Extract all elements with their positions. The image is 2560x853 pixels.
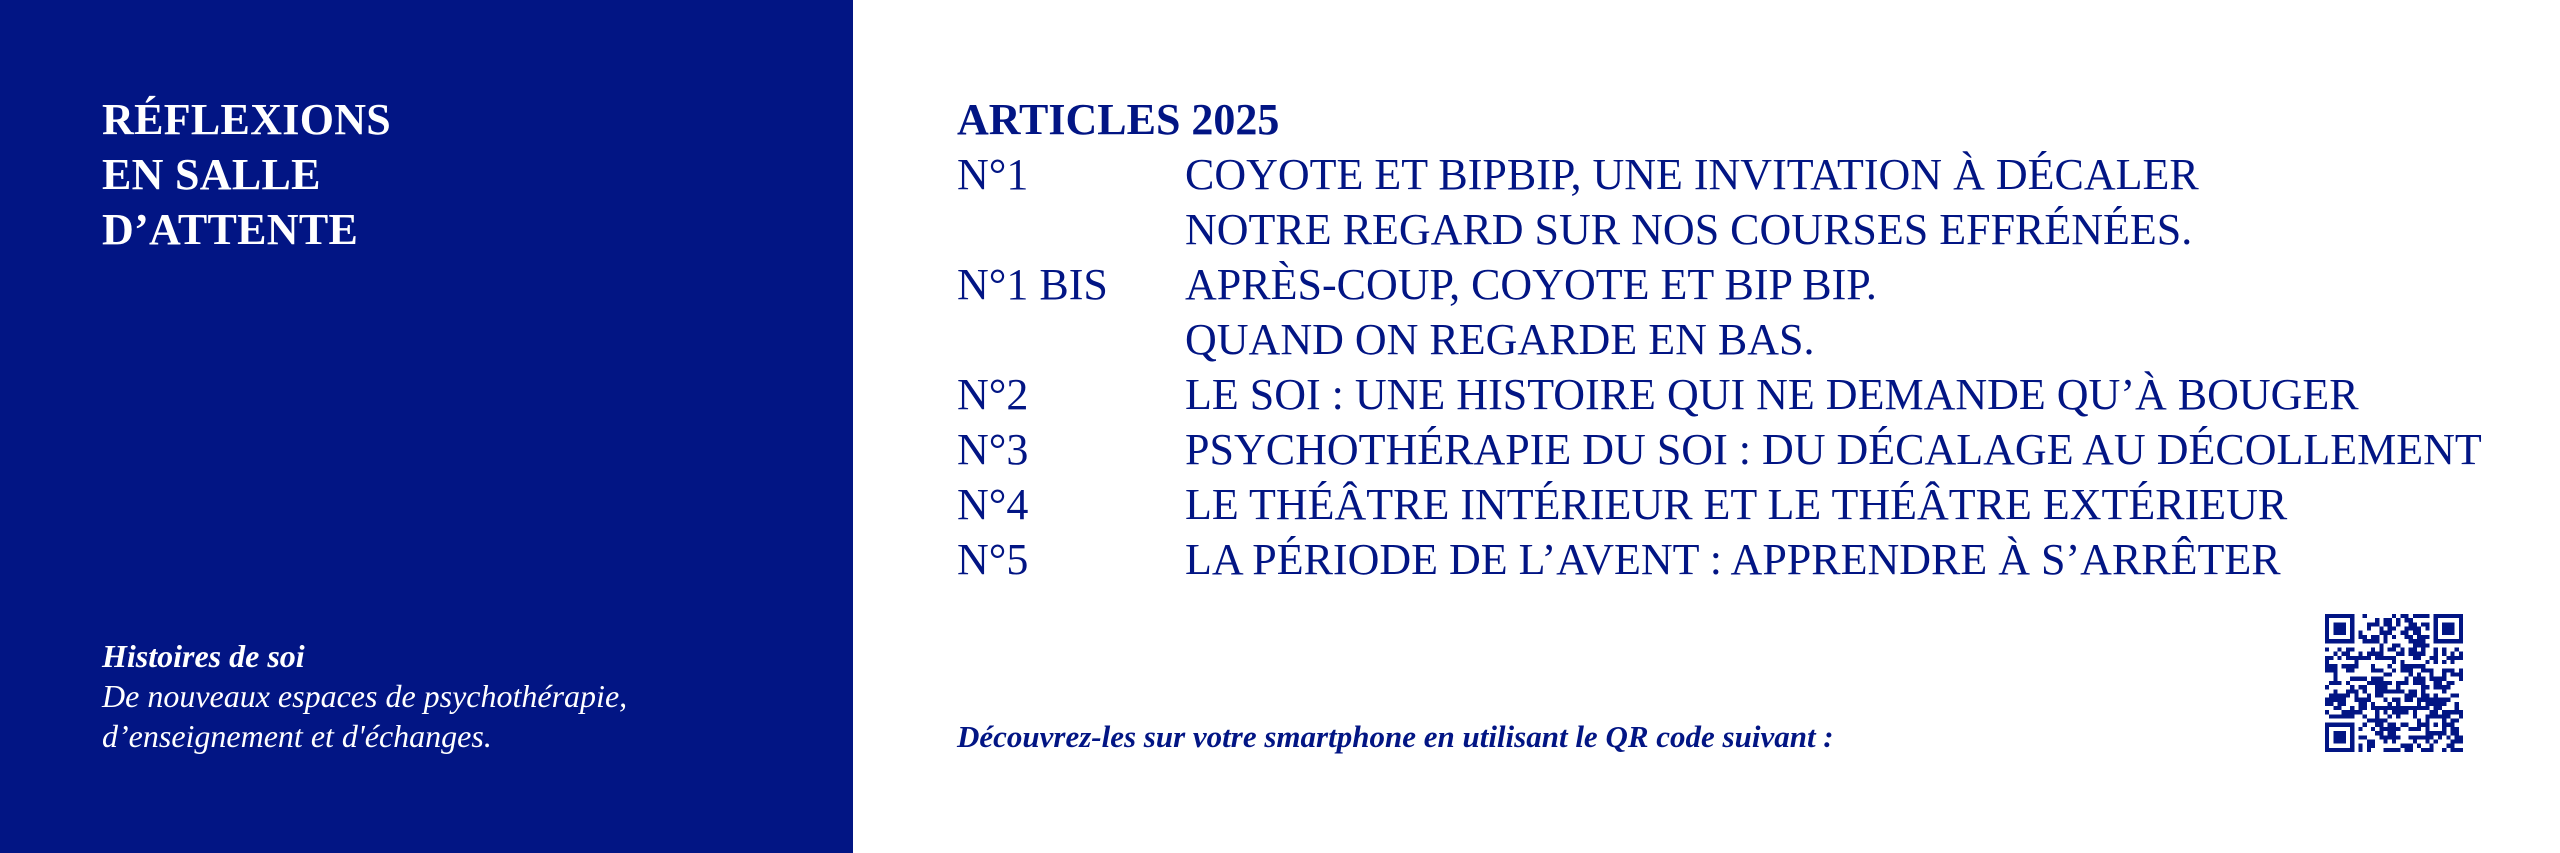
article-title-line: COYOTE ET BIPBIP, UNE INVITATION À DÉCALER	[1185, 150, 2199, 199]
article-title-line: QUAND ON REGARDE EN BAS.	[1185, 315, 1815, 364]
article-item	[957, 257, 2482, 367]
article-title	[1185, 477, 2287, 532]
qr-code-graphic	[2325, 614, 2463, 752]
article-item	[957, 422, 2482, 477]
article-title	[1185, 257, 1877, 367]
left-panel	[0, 0, 853, 853]
article-item	[957, 147, 2482, 257]
article-title-line: APRÈS-COUP, COYOTE ET BIP BIP.	[1185, 260, 1877, 309]
tagline-heading: Histoires de soi	[102, 638, 305, 674]
article-title-line: NOTRE REGARD SUR NOS COURSES EFFRÉNÉES.	[1185, 205, 2193, 254]
qr-call-to-action: Découvrez-les sur votre smartphone en utilisant le QR code suivant :	[957, 719, 1834, 754]
series-title-line: EN SALLE	[102, 150, 321, 199]
tagline	[102, 636, 627, 756]
article-item	[957, 532, 2482, 587]
article-number: N°1	[957, 150, 1029, 199]
article-item	[957, 367, 2482, 422]
series-title	[102, 92, 391, 257]
article-title-line: LE SOI : UNE HISTOIRE QUI NE DEMANDE QU’À BOUGER	[1185, 370, 2359, 419]
tagline-line: d’enseignement et d'échanges.	[102, 718, 492, 754]
article-item	[957, 477, 2482, 532]
article-number: N°3	[957, 425, 1029, 474]
article-title	[1185, 532, 2281, 587]
series-title-line: D’ATTENTE	[102, 205, 359, 254]
article-title-line: PSYCHOTHÉRAPIE DU SOI : DU DÉCALAGE AU DÉCOLLEMENT	[1185, 425, 2482, 474]
article-title	[1185, 422, 2482, 477]
articles-heading: ARTICLES 2025	[957, 95, 1280, 144]
article-list	[957, 147, 2482, 587]
article-title-line: LA PÉRIODE DE L’AVENT : APPRENDRE À S’ARRÊTER	[1185, 535, 2281, 584]
article-title	[1185, 367, 2359, 422]
article-title	[1185, 147, 2199, 257]
article-number: N°1 BIS	[957, 260, 1108, 309]
article-number: N°4	[957, 480, 1029, 529]
tagline-line: De nouveaux espaces de psychothérapie,	[102, 678, 628, 714]
article-number: N°2	[957, 370, 1029, 419]
article-number: N°5	[957, 535, 1029, 584]
article-title-line: LE THÉÂTRE INTÉRIEUR ET LE THÉÂTRE EXTÉRIEUR	[1185, 480, 2288, 529]
qr-code-icon[interactable]	[2325, 614, 2463, 752]
series-title-line: RÉFLEXIONS	[102, 95, 392, 144]
right-panel	[853, 0, 2560, 853]
